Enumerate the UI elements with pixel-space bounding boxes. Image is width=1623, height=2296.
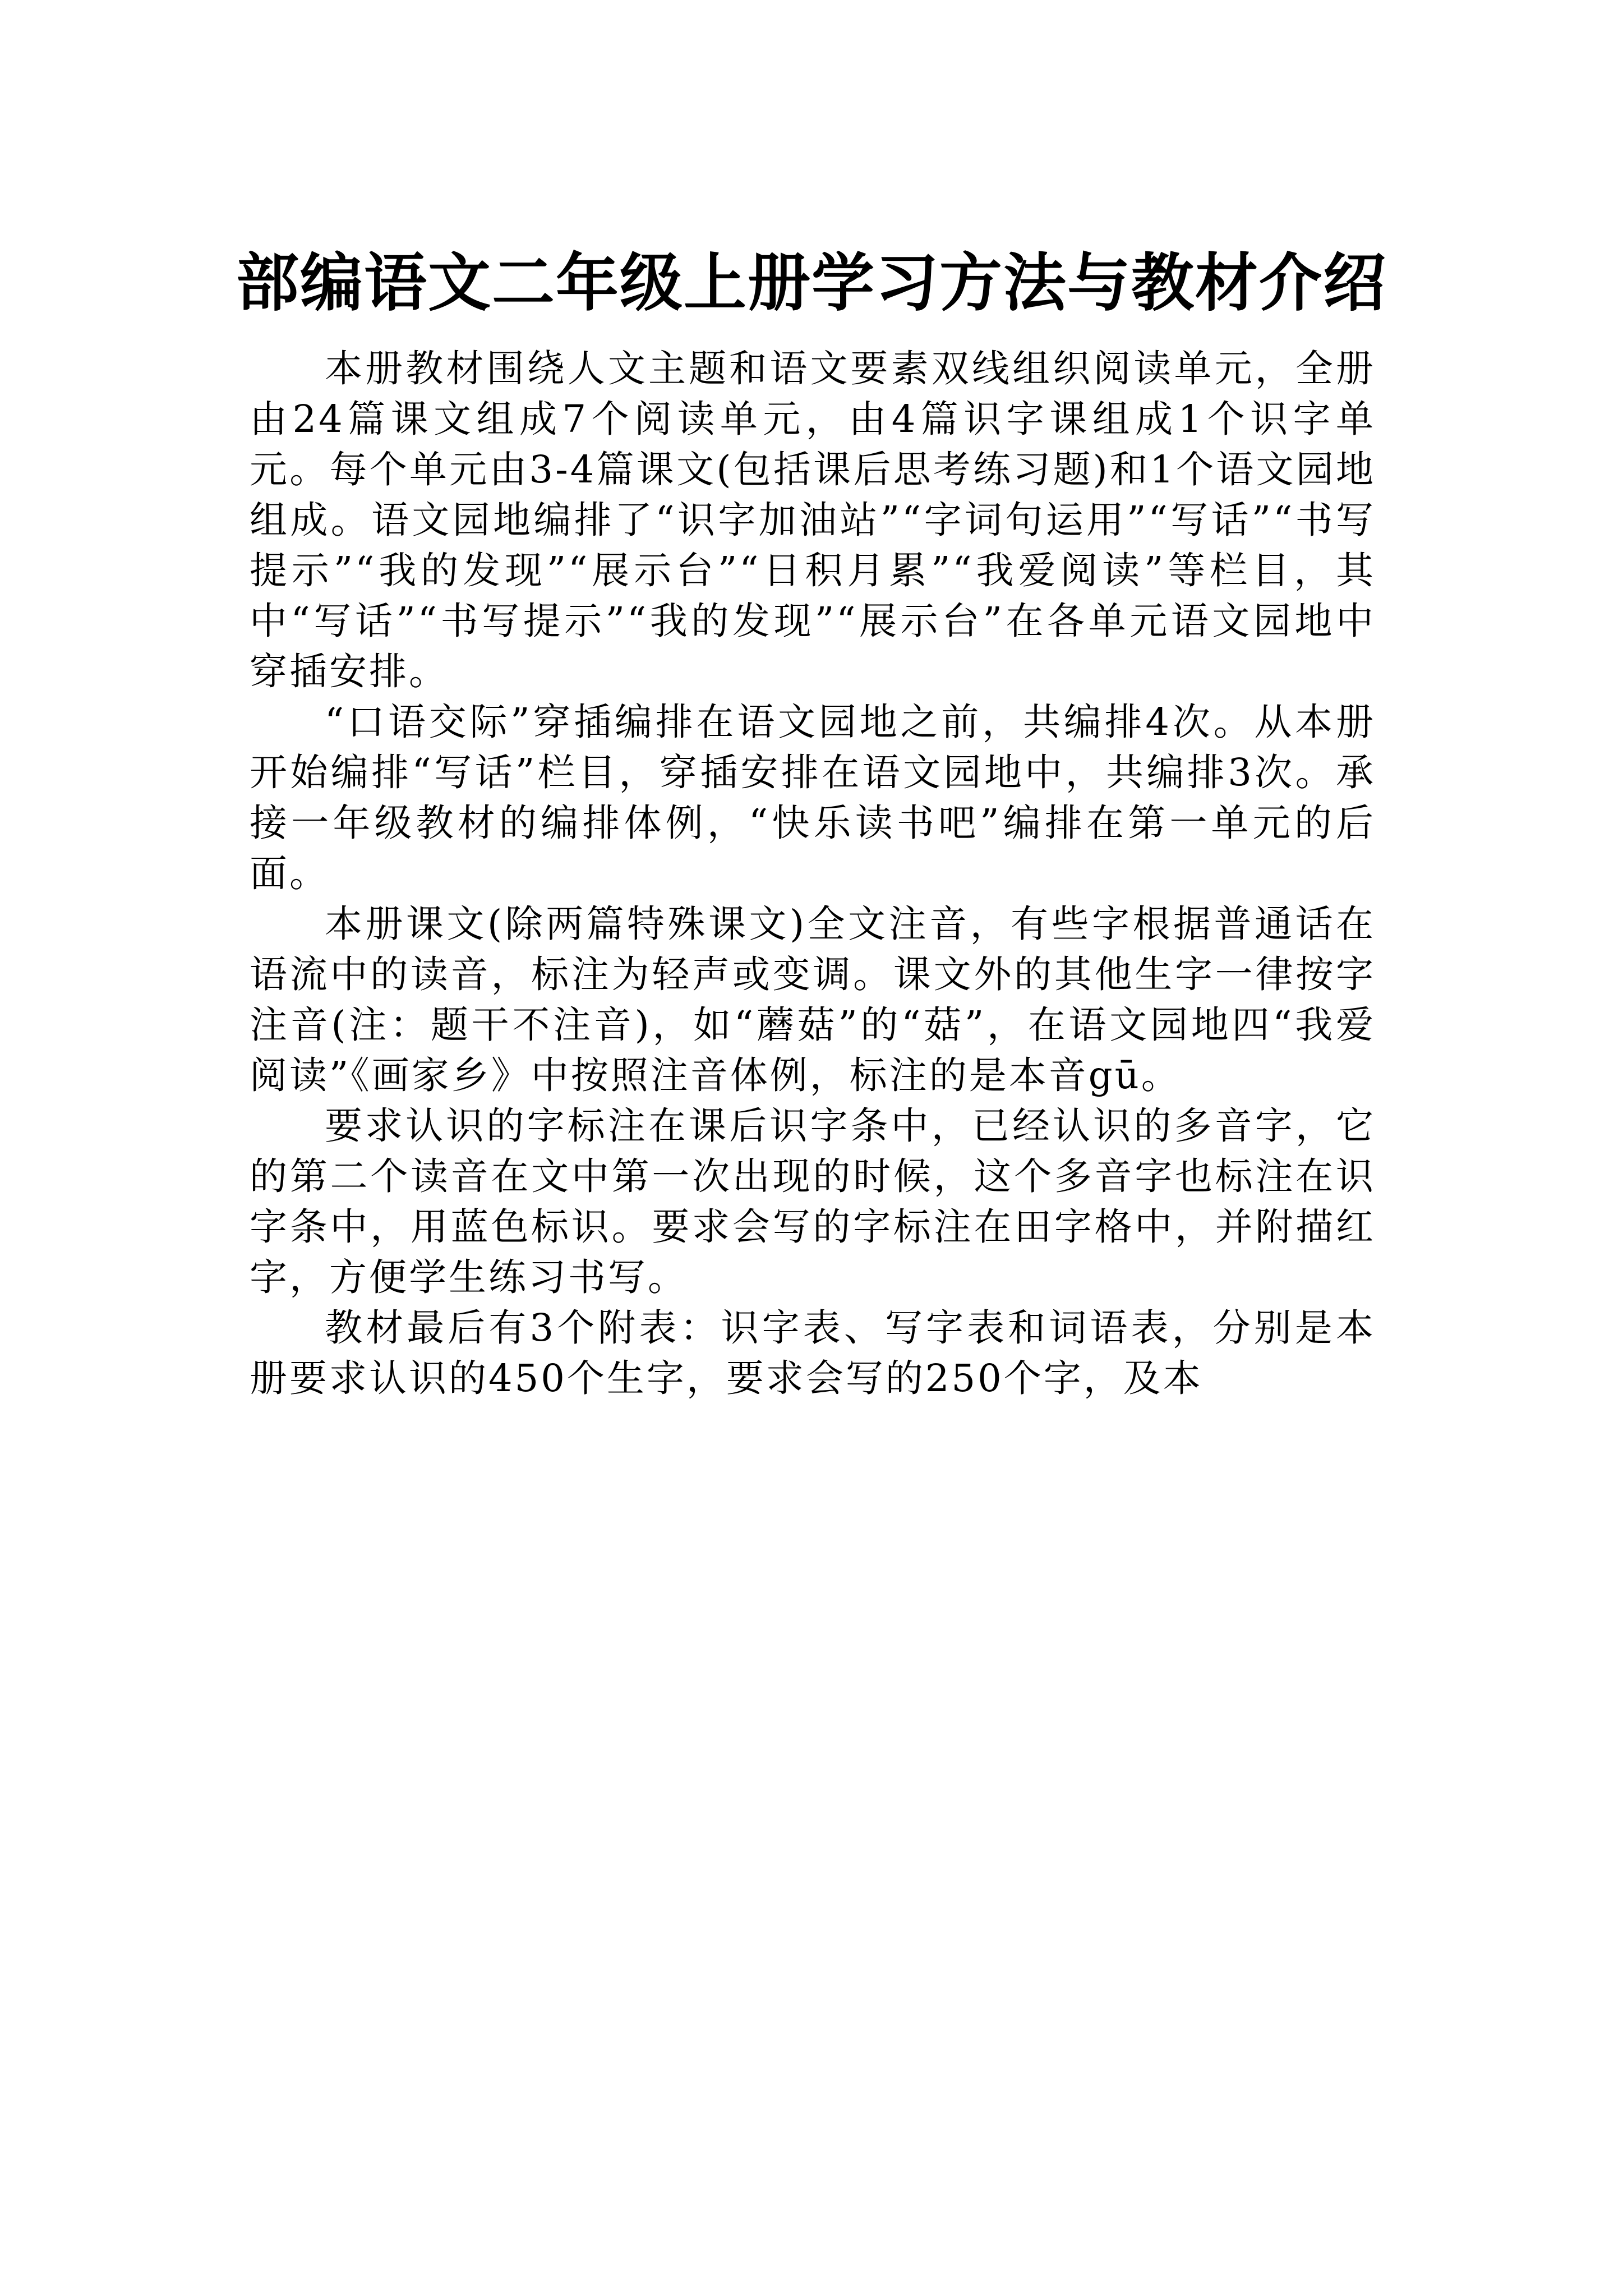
document-title: 部编语文二年级上册学习方法与教材介绍 xyxy=(236,246,1387,320)
paragraph-3: 本册课文(除两篇特殊课文)全文注音，有些字根据普通话在语流中的读音，标注为轻声或变调。课文外的其他生字一律按字注音(注：题干不注音)，如“蘑菇”的“菇”，在语文园地四“我爱阅读”《画家乡》中按照注音体例，标注的是本音gū。 xyxy=(250,902,1376,1097)
paragraph-1: 本册教材围绕人文主题和语文要素双线组织阅读单元，全册由24篇课文组成7个阅读单元，由4篇识字课组成1个识字单元。每个单元由3-4篇课文(包括课后思考练习题)和1个语文园地组成。语文园地编排了“识字加油站”“字词句运用”“写话”“书写提示”“我的发现”“展示台”“日积月累”“我爱阅读”等栏目，其中“写话”“书写提示”“我的发现”“展示台”在各单元语文园地中穿插安排。 xyxy=(250,347,1376,693)
paragraph-4: 要求认识的字标注在课后识字条中，已经认识的多音字，它的第二个读音在文中第一次出现的时候，这个多音字也标注在识字条中，用蓝色标识。要求会写的字标注在田字格中，并附描红字，方便学生练习书写。 xyxy=(250,1104,1376,1299)
paragraph-2: “口语交际”穿插编排在语文园地之前，共编排4次。从本册开始编排“写话”栏目，穿插安排在语文园地中，共编排3次。承接一年级教材的编排体例，“快乐读书吧”编排在第一单元的后面。 xyxy=(250,700,1376,895)
document-body xyxy=(250,343,1376,1404)
paragraph-5: 教材最后有3个附表：识字表、写字表和词语表，分别是本册要求认识的450个生字，要求会写的250个字，及本 xyxy=(250,1306,1376,1400)
